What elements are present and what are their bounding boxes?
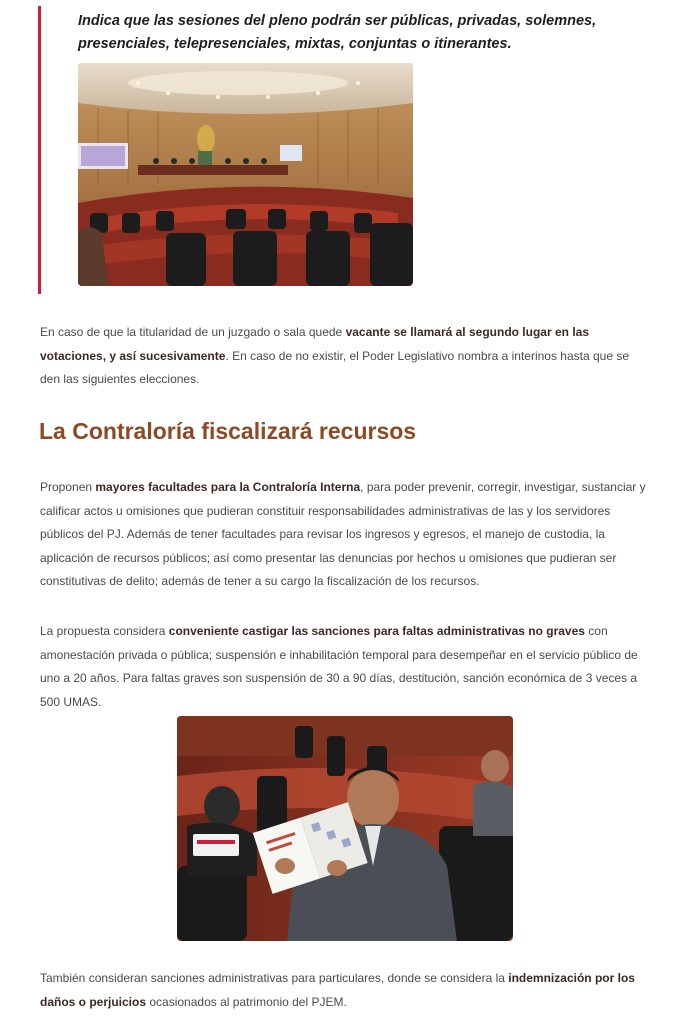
- paragraph-sanctions: La propuesta considera conveniente castigar las sanciones para faltas administrativas no graves con amonestación privada o pública; suspensión e inhabilitación temporal para desempeñar en el servicio público de uno a 20 años. Para faltas graves son suspensión de 30 a 90 días, destitución, sanción económica de 3 veces a 500 UMAS.: [40, 624, 638, 709]
- session-hall-photo: [78, 63, 413, 286]
- legislator-reading-photo: [177, 716, 513, 941]
- section-heading: La Contraloría fiscalizará recursos: [39, 418, 417, 444]
- paragraph-particulares: También consideran sanciones administrativas para particulares, donde se considera la indemnización por los daños o perjuicios ocasionados al patrimonio del PJEM.: [40, 971, 635, 1009]
- paragraph-contraloria: Proponen mayores facultades para la Contraloría Interna, para poder prevenir, corregir, investigar, sustanciar y calificar actos u omisiones que pudieran constituir responsabilidades administrativas de las y los servidores públicos del PJ. Además de tener facultades para revisar los ingresos y egresos, el manejo de custodia, la aplicación de recursos públicos; así como presentar las denuncias por hechos u omisiones que pudieran ser constitutivas de delito; además de tener a su cargo la fiscalización de los recursos.: [40, 480, 646, 588]
- paragraph-vacancy: En caso de que la titularidad de un juzgado o sala quede vacante se llamará al segundo lugar en las votaciones, y así sucesivamente. En caso de no existir, el Poder Legislativo nombra a interinos hasta que se den las siguientes elecciones.: [40, 325, 630, 386]
- blockquote: [38, 6, 651, 294]
- quote-text: Indica que las sesiones del pleno podrán ser públicas, privadas, solemnes, presenciales, telepresenciales, mixtas, conjuntas o itinerantes.: [78, 13, 597, 52]
